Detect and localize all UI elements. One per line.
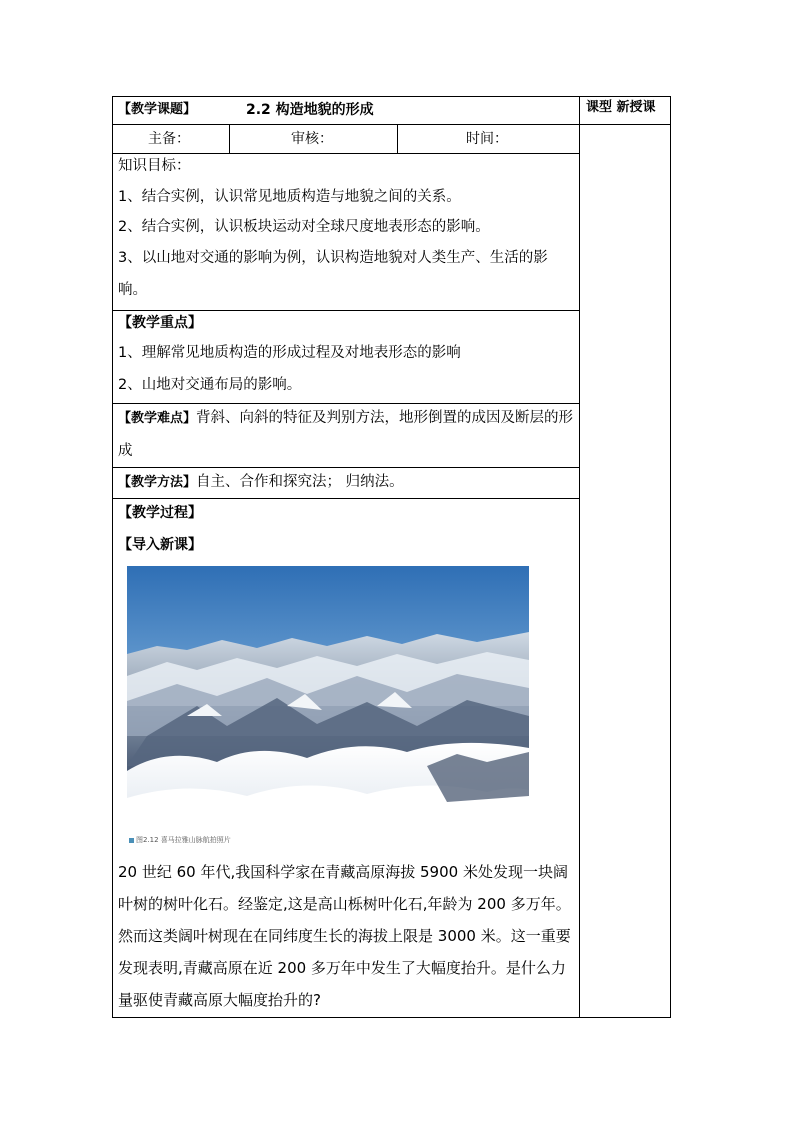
topic-title: 2.2 构造地貌的形成	[246, 102, 374, 118]
himalaya-aerial-photo	[127, 566, 529, 832]
topic-label: 【教学课题】	[118, 102, 197, 117]
methods-line	[118, 474, 404, 491]
cell-divider	[229, 124, 230, 153]
caption-marker-icon	[129, 838, 134, 843]
lesson-type: 课型 新授课	[586, 100, 656, 115]
difficulties-label: 【教学难点】	[118, 411, 197, 426]
key-point-item: 2、山地对交通布局的影响。	[118, 377, 302, 393]
photo-caption-text: 图2.12 喜马拉雅山脉航拍照片	[136, 836, 231, 844]
process-heading: 【教学过程】	[118, 505, 202, 521]
row-divider	[112, 467, 579, 468]
key-point-item: 1、理解常见地质构造的形成过程及对地表形态的影响	[118, 345, 461, 361]
intro-paragraph: 20 世纪 60 年代,我国科学家在青藏高原海拔 5900 米处发现一块阔叶树的树叶化石。经鉴定,这是高山栎树叶化石,年龄为 200 多万年。然而这类阔叶树现在在同纬度生长的海拔上限是 3000 米。这一重要发现表明,青藏高原在近 200 多万年中发生了大幅度抬升。是什么力量驱使青藏高原大幅度抬升的?	[118, 863, 571, 1009]
objectives-heading: 知识目标：	[118, 158, 191, 174]
row-divider	[112, 498, 579, 499]
row-divider	[112, 310, 579, 311]
objective-item: 1、结合实例，认识常见地质构造与地貌之间的关系。	[118, 189, 461, 205]
key-points-heading: 【教学重点】	[118, 315, 202, 331]
photo-caption	[129, 836, 231, 844]
reviewer-label: 审核：	[291, 131, 333, 147]
methods-text: 自主、合作和探究法； 归纳法。	[196, 474, 404, 490]
row-divider	[112, 124, 671, 125]
intro-heading: 【导入新课】	[118, 537, 202, 553]
objective-item: 2、结合实例，认识板块运动对全球尺度地表形态的影响。	[118, 219, 490, 235]
time-label: 时间：	[466, 131, 508, 147]
difficulties-text: 背斜、向斜的特征及判别方法，地形倒置的成因及断层的形成	[118, 410, 574, 459]
objective-item: 3、以山地对交通的影响为例，认识构造地貌对人类生产、生活的影响。	[118, 250, 548, 298]
preparer-label: 主备：	[148, 131, 190, 147]
difficulties-paragraph	[118, 402, 574, 467]
row-divider	[112, 153, 579, 154]
column-divider	[579, 96, 580, 1018]
methods-label: 【教学方法】	[118, 475, 197, 490]
cell-divider	[397, 124, 398, 153]
